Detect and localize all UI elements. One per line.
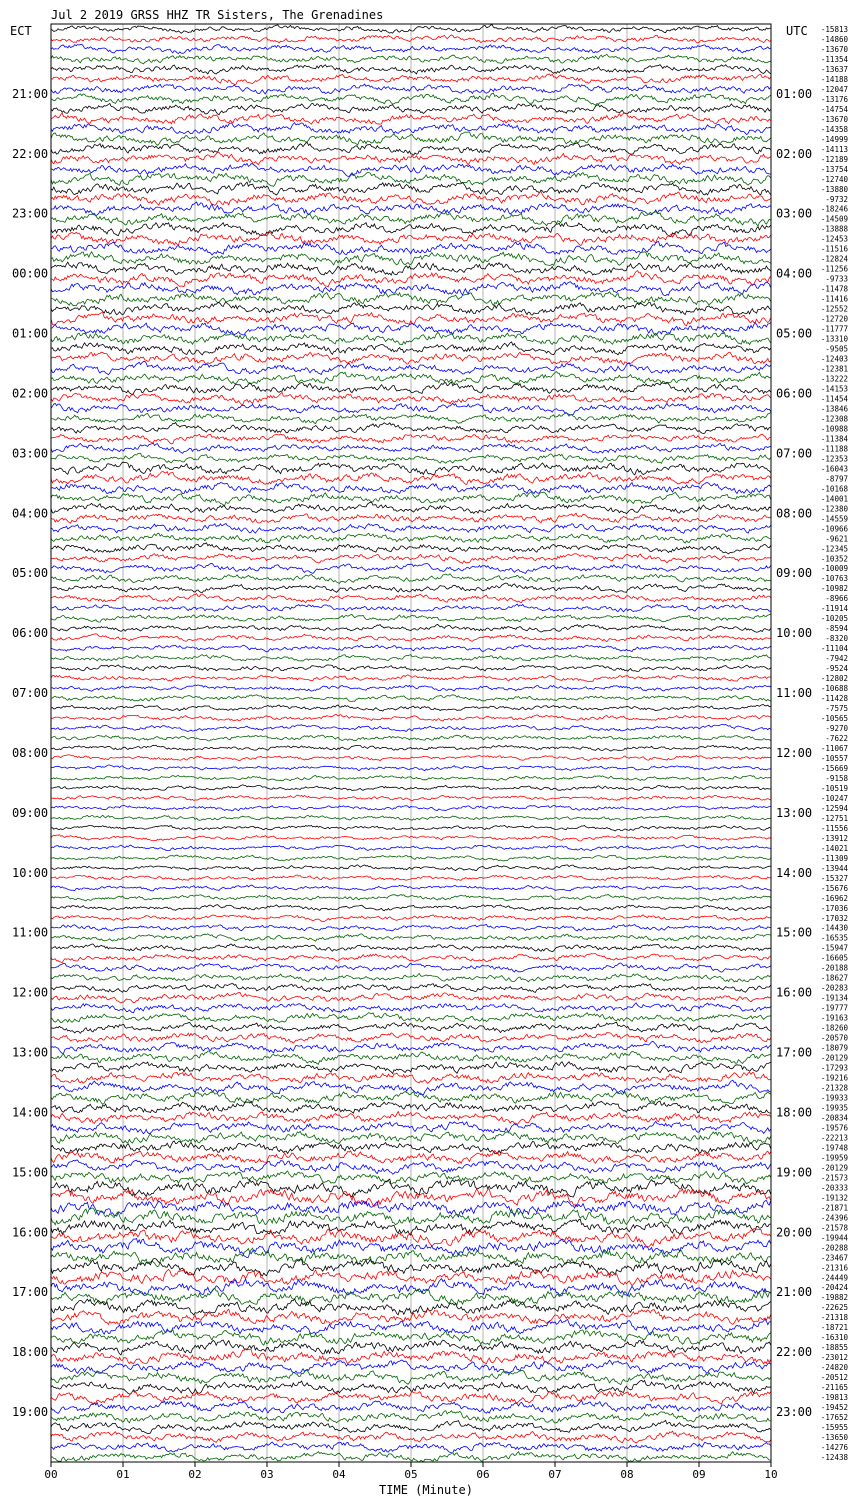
trace-offset-label: -13888 [820,224,848,234]
right-hour-label: 12:00 [776,745,813,760]
left-hour-label: 12:00 [12,985,49,1000]
left-hour-label: 21:00 [12,86,49,101]
trace-offset-label: -19132 [820,1193,848,1203]
x-tick-label: 08 [620,1468,634,1481]
left-hour-label: 00:00 [12,266,49,281]
trace-offset-label: -8797 [825,474,848,484]
trace-offset-label: -16535 [820,933,848,943]
left-hour-label: 09:00 [12,805,49,820]
right-hour-label: 03:00 [776,206,813,221]
trace-offset-label: -9621 [825,534,848,544]
trace-offset-label: -16043 [820,464,848,474]
right-hour-label: 20:00 [776,1225,813,1240]
trace-offset-label: -18246 [820,204,848,214]
left-hour-label: 10:00 [12,865,49,880]
left-hour-label: 01:00 [12,326,49,341]
left-hour-label: 16:00 [12,1225,49,1240]
x-tick-label: 01 [116,1468,130,1481]
x-tick-label: 03 [260,1468,274,1481]
trace-offset-label: -17036 [820,903,848,913]
x-tick-label: 10 [764,1468,778,1481]
trace-offset-label: -20188 [820,963,848,973]
trace-offset-label: -17032 [820,913,848,923]
trace-offset-label: -15669 [820,763,848,773]
trace-offset-label: -16605 [820,953,848,963]
left-hour-label: 05:00 [12,566,49,581]
left-hour-label: 14:00 [12,1105,49,1120]
trace-offset-label: -13310 [820,334,848,344]
trace-offset-label: -21165 [820,1383,848,1393]
trace-offset-label: -14113 [820,144,848,154]
right-hour-label: 14:00 [776,865,813,880]
right-hour-label: 18:00 [776,1105,813,1120]
trace-offset-label: -19813 [820,1393,848,1403]
trace-offset-label: -14999 [820,134,848,144]
trace-offset-label: -22625 [820,1303,848,1313]
left-hour-labels [12,87,48,1419]
trace-offset-label: -20283 [820,983,848,993]
trace-offset-label: -11914 [820,604,848,614]
trace-offset-label: -19163 [820,1013,848,1023]
trace-offset-label: -10988 [820,424,848,434]
right-hour-label: 06:00 [776,386,813,401]
trace-offset-label: -19576 [820,1123,848,1133]
left-hour-label: 22:00 [12,146,49,161]
trace-offset-label: -12047 [820,84,848,94]
trace-offset-label: -20129 [820,1163,848,1173]
trace-offset-label: -11478 [820,284,848,294]
x-tick-label: 05 [404,1468,418,1481]
trace-offset-label: -12353 [820,454,848,464]
left-hour-label: 13:00 [12,1045,49,1060]
trace-offset-label: -12720 [820,314,848,324]
trace-offset-label: -11516 [820,244,848,254]
trace-offset-label: -18627 [820,973,848,983]
left-hour-label: 15:00 [12,1165,49,1180]
trace-offset-label: -14358 [820,124,848,134]
trace-offset-label: -7942 [825,654,848,664]
trace-offset-label: -20424 [820,1283,848,1293]
trace-offset-label: -13670 [820,44,848,54]
x-axis-label: TIME (Minute) [379,1483,473,1497]
trace-offset-label: -19134 [820,993,848,1003]
chart-title: Jul 2 2019 GRSS HHZ TR Sisters, The Grenadines [51,8,384,22]
left-hour-label: 17:00 [12,1285,49,1300]
trace-offset-label: -10982 [820,584,848,594]
trace-offset-label: -12308 [820,414,848,424]
trace-offset-label: -11416 [820,294,848,304]
trace-offset-label: -13944 [820,863,848,873]
trace-offset-label: -21316 [820,1263,848,1273]
right-hour-label: 23:00 [776,1405,813,1420]
right-hour-label: 19:00 [776,1165,813,1180]
trace-offset-label: -12403 [820,354,848,364]
right-hour-label: 07:00 [776,446,813,461]
trace-offset-label: -24396 [820,1213,848,1223]
trace-offset-label: -21871 [820,1203,848,1213]
trace-offset-label: -13846 [820,404,848,414]
trace-offset-label: -13650 [820,1433,848,1443]
trace-offset-label: -13176 [820,94,848,104]
trace-offset-label: -19933 [820,1093,848,1103]
trace-offset-label: -10966 [820,524,848,534]
right-hour-label: 15:00 [776,925,813,940]
trace-offset-label: -10168 [820,484,848,494]
trace-offset-label: -9524 [825,664,848,674]
trace-offset-label: -13637 [820,64,848,74]
trace-offset-label: -19935 [820,1103,848,1113]
x-tick-label: 09 [692,1468,706,1481]
trace-offset-label: -21578 [820,1223,848,1233]
trace-offset-label: -19777 [820,1003,848,1013]
trace-offset-label: -18260 [820,1023,848,1033]
trace-offset-label: -12438 [820,1453,848,1463]
trace-offset-label: -19216 [820,1073,848,1083]
trace-offset-label: -22213 [820,1133,848,1143]
trace-offset-label: -10247 [820,793,848,803]
trace-offset-label: -20288 [820,1243,848,1253]
trace-offset-label: -17652 [820,1413,848,1423]
trace-offset-label: -11384 [820,434,848,444]
trace-offset-label: -14153 [820,384,848,394]
trace-offset-label: -11556 [820,823,848,833]
right-hour-label: 10:00 [776,626,813,641]
trace-offset-label: -13912 [820,833,848,843]
right-hour-label: 02:00 [776,146,813,161]
right-timezone-label: UTC [786,24,808,38]
trace-offset-label: -12824 [820,254,848,264]
trace-offset-label: -13754 [820,164,848,174]
x-tick-label: 06 [476,1468,490,1481]
right-hour-labels [776,87,812,1419]
trace-offset-label: -12453 [820,234,848,244]
trace-offset-label: -10565 [820,714,848,724]
trace-offset-label: -17293 [820,1063,848,1073]
trace-offset-label: -18855 [820,1343,848,1353]
trace-offset-label: -14559 [820,514,848,524]
trace-offset-label: -12751 [820,813,848,823]
trace-offset-label: -13670 [820,114,848,124]
trace-offset-label: -8320 [825,634,848,644]
trace-offset-label: -21328 [820,1083,848,1093]
trace-offset-label: -9270 [825,724,848,734]
trace-offset-labels [821,25,849,1462]
trace-offset-label: -10519 [820,783,848,793]
x-tick-label: 00 [44,1468,58,1481]
trace-offset-label: -14754 [820,104,848,114]
trace-offset-label: -11428 [820,694,848,704]
right-hour-label: 04:00 [776,266,813,281]
trace-offset-label: -11309 [820,853,848,863]
trace-offset-label: -12189 [820,154,848,164]
trace-offset-label: -11354 [820,54,848,64]
left-hour-label: 02:00 [12,386,49,401]
left-hour-label: 19:00 [12,1405,49,1420]
right-hour-label: 17:00 [776,1045,813,1060]
trace-offset-label: -19944 [820,1233,848,1243]
right-hour-label: 09:00 [776,566,813,581]
trace-offset-label: -9732 [825,194,848,204]
x-tick-label: 04 [332,1468,346,1481]
trace-offset-label: -11188 [820,444,848,454]
trace-offset-label: -12740 [820,174,848,184]
trace-offset-label: -24449 [820,1273,848,1283]
trace-offset-label: -12594 [820,803,848,813]
trace-offset-label: -8594 [825,624,848,634]
trace-offset-label: -11454 [820,394,848,404]
x-axis-ticks [44,1462,777,1481]
trace-offset-label: -15676 [820,883,848,893]
trace-offset-label: -9505 [825,344,848,354]
trace-offset-label: -15813 [820,24,848,34]
trace-offset-label: -14509 [820,214,848,224]
trace-offset-label: -14001 [820,494,848,504]
trace-offset-label: -15327 [820,873,848,883]
trace-offset-label: -15955 [820,1423,848,1433]
right-hour-label: 01:00 [776,86,813,101]
left-hour-label: 08:00 [12,745,49,760]
trace-offset-label: -14276 [820,1443,848,1453]
trace-offset-label: -19882 [820,1293,848,1303]
trace-offset-label: -13222 [820,374,848,384]
left-hour-label: 11:00 [12,925,49,940]
trace-offset-label: -14021 [820,843,848,853]
right-hour-label: 22:00 [776,1345,813,1360]
trace-offset-label: -9733 [825,274,848,284]
left-timezone-label: ECT [10,24,32,38]
trace-offset-label: -23012 [820,1353,848,1363]
trace-offset-label: -19748 [820,1143,848,1153]
trace-offset-label: -21318 [820,1313,848,1323]
trace-offset-label: -10352 [820,554,848,564]
trace-offset-label: -13880 [820,184,848,194]
trace-offset-label: -11777 [820,324,848,334]
trace-offset-label: -10205 [820,614,848,624]
trace-offset-label: -10763 [820,574,848,584]
right-hour-label: 13:00 [776,805,813,820]
trace-offset-label: -15947 [820,943,848,953]
trace-offset-label: -14188 [820,74,848,84]
trace-offset-label: -16962 [820,893,848,903]
trace-offset-label: -9158 [825,773,848,783]
trace-offset-label: -20512 [820,1373,848,1383]
right-hour-label: 21:00 [776,1285,813,1300]
trace-offset-label: -18721 [820,1323,848,1333]
trace-offset-label: -23467 [820,1253,848,1263]
trace-offset-label: -11104 [820,644,848,654]
x-tick-label: 02 [188,1468,202,1481]
trace-offset-label: -19452 [820,1403,848,1413]
trace-offset-label: -19959 [820,1153,848,1163]
trace-offset-label: -11067 [820,743,848,753]
trace-offset-label: -12345 [820,544,848,554]
trace-offset-label: -18079 [820,1043,848,1053]
left-hour-label: 18:00 [12,1345,49,1360]
left-hour-label: 23:00 [12,206,49,221]
right-hour-label: 16:00 [776,985,813,1000]
trace-offset-label: -12802 [820,674,848,684]
right-hour-label: 08:00 [776,506,813,521]
trace-offset-label: -20570 [820,1033,848,1043]
left-hour-label: 03:00 [12,446,49,461]
trace-offset-label: -21573 [820,1173,848,1183]
trace-offset-label: -20129 [820,1053,848,1063]
left-hour-label: 04:00 [12,506,49,521]
trace-offset-label: -20333 [820,1183,848,1193]
trace-offset-label: -10557 [820,753,848,763]
right-hour-label: 05:00 [776,326,813,341]
left-hour-label: 07:00 [12,686,49,701]
trace-offset-label: -7622 [825,734,848,744]
trace-offset-label: -12381 [820,364,848,374]
trace-offset-label: -12380 [820,504,848,514]
trace-offset-label: -8966 [825,594,848,604]
trace-offset-label: -16310 [820,1333,848,1343]
trace-offset-label: -14430 [820,923,848,933]
trace-offset-label: -20834 [820,1113,848,1123]
right-hour-label: 11:00 [776,686,813,701]
trace-offset-label: -12552 [820,304,848,314]
left-hour-label: 06:00 [12,626,49,641]
x-tick-label: 07 [548,1468,562,1481]
trace-offset-label: -14860 [820,34,848,44]
trace-offset-label: -11256 [820,264,848,274]
trace-offset-label: -10688 [820,684,848,694]
trace-offset-label: -10009 [820,564,848,574]
trace-offset-label: -7575 [825,704,848,714]
trace-offset-label: -24820 [820,1363,848,1373]
